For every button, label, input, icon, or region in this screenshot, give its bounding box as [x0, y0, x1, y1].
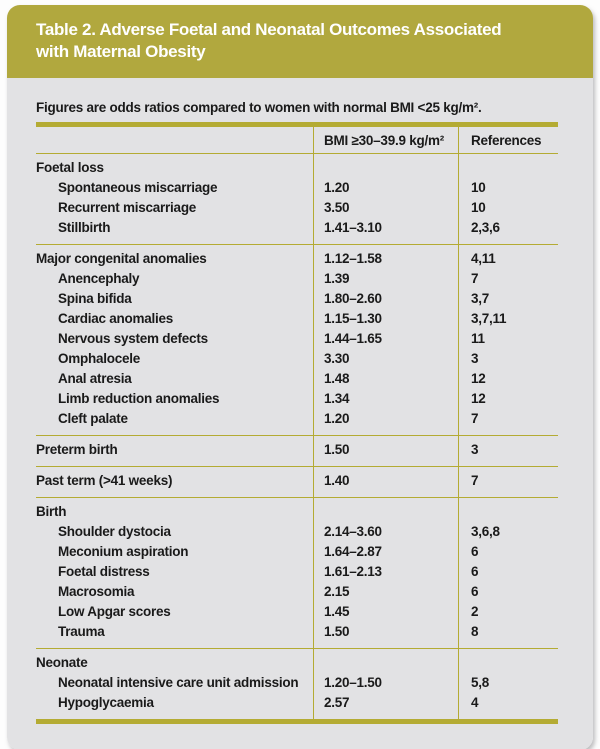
table-row	[36, 542, 558, 562]
row-outcome-label: Low Apgar scores	[58, 604, 171, 619]
row-outcome-label: Shoulder dystocia	[58, 524, 171, 539]
table-grid	[36, 127, 558, 719]
row-odds-ratio: 1.39	[324, 271, 350, 286]
table-panel	[7, 78, 593, 749]
row-references: 10	[471, 200, 486, 215]
table-header-row	[36, 127, 558, 154]
table-row	[36, 369, 558, 389]
table-row	[36, 269, 558, 289]
row-references: 6	[471, 584, 479, 599]
row-odds-ratio: 3.50	[324, 200, 350, 215]
table-row	[36, 582, 558, 602]
table-section	[36, 497, 558, 648]
row-outcome-label: Macrosomia	[58, 584, 135, 599]
row-references	[458, 158, 558, 178]
row-references: 6	[471, 544, 479, 559]
row-outcome-label: Birth	[36, 504, 67, 519]
row-references: 3,7,11	[471, 311, 507, 326]
table-title-line1: Table 2. Adverse Foetal and Neonatal Outcomes Associated	[36, 20, 502, 39]
row-outcome-label: Spina bifida	[58, 291, 132, 306]
row-odds-ratio: 1.50	[324, 624, 350, 639]
table-title	[36, 19, 563, 63]
column-header-outcome	[36, 127, 313, 153]
row-references: 5,8	[471, 675, 490, 690]
row-odds-ratio: 1.80–2.60	[324, 291, 382, 306]
row-odds-ratio: 2.14–3.60	[324, 524, 382, 539]
row-odds-ratio: 1.45	[324, 604, 350, 619]
row-outcome-label: Trauma	[58, 624, 105, 639]
table-subtitle: Figures are odds ratios compared to women with normal BMI <25 kg/m².	[36, 100, 482, 115]
row-outcome-label: Limb reduction anomalies	[58, 391, 220, 406]
row-references: 11	[471, 331, 485, 346]
row-odds-ratio: 1.61–2.13	[324, 564, 382, 579]
row-outcome-label: Major congenital anomalies	[36, 251, 207, 266]
row-references: 3	[471, 351, 479, 366]
row-references: 7	[471, 473, 479, 488]
row-references: 6	[471, 564, 479, 579]
row-outcome-label: Anencephaly	[58, 271, 140, 286]
row-odds-ratio	[313, 653, 458, 673]
row-outcome-label: Hypoglycaemia	[58, 695, 154, 710]
table-row	[36, 522, 558, 542]
column-divider-1	[313, 127, 314, 719]
table-row	[36, 158, 558, 178]
table-section	[36, 244, 558, 435]
row-odds-ratio: 1.12–1.58	[324, 251, 382, 266]
row-outcome-label: Foetal loss	[36, 160, 104, 175]
row-references	[458, 653, 558, 673]
row-outcome-label: Cardiac anomalies	[58, 311, 174, 326]
row-odds-ratio: 1.20	[324, 180, 350, 195]
row-odds-ratio: 1.20	[324, 411, 350, 426]
row-odds-ratio: 1.40	[324, 473, 350, 488]
table-row	[36, 198, 558, 218]
row-references: 12	[471, 371, 486, 386]
row-odds-ratio: 1.64–2.87	[324, 544, 382, 559]
table-row	[36, 289, 558, 309]
table-row	[36, 653, 558, 673]
row-outcome-label: Neonate	[36, 655, 88, 670]
row-references: 12	[471, 391, 486, 406]
row-references: 8	[471, 624, 479, 639]
row-references	[458, 502, 558, 522]
row-odds-ratio: 2.57	[324, 695, 350, 710]
row-references: 4,11	[471, 251, 496, 266]
row-references: 7	[471, 271, 479, 286]
table-row	[36, 502, 558, 522]
data-table	[36, 122, 558, 724]
column-header-references: References	[471, 133, 542, 148]
table-card	[7, 5, 593, 749]
row-odds-ratio: 3.30	[324, 351, 350, 366]
row-outcome-label: Neonatal intensive care unit admission	[58, 675, 299, 690]
row-outcome-label: Meconium aspiration	[58, 544, 189, 559]
row-odds-ratio: 1.44–1.65	[324, 331, 382, 346]
row-outcome-label: Stillbirth	[58, 220, 111, 235]
table-section	[36, 435, 558, 466]
table-bottom-rule	[36, 719, 558, 724]
table-row	[36, 562, 558, 582]
row-odds-ratio: 1.34	[324, 391, 350, 406]
table-row	[36, 249, 558, 269]
table-row	[36, 349, 558, 369]
row-odds-ratio: 1.50	[324, 442, 350, 457]
column-header-bmi: BMI ≥30–39.9 kg/m²	[324, 133, 444, 148]
table-row	[36, 309, 558, 329]
row-references: 10	[471, 180, 486, 195]
table-title-line2: with Maternal Obesity	[36, 42, 206, 61]
row-odds-ratio: 1.41–3.10	[324, 220, 382, 235]
row-references: 3,6,8	[471, 524, 500, 539]
row-odds-ratio: 2.15	[324, 584, 350, 599]
table-section	[36, 466, 558, 497]
table-row	[36, 440, 558, 460]
row-references: 2,3,6	[471, 220, 500, 235]
row-outcome-label: Recurrent miscarriage	[58, 200, 197, 215]
table-row	[36, 602, 558, 622]
row-references: 2	[471, 604, 479, 619]
table-row	[36, 389, 558, 409]
table-row	[36, 329, 558, 349]
row-outcome-label: Anal atresia	[58, 371, 132, 386]
table-row	[36, 471, 558, 491]
row-references: 7	[471, 411, 479, 426]
table-row	[36, 409, 558, 429]
row-outcome-label: Past term (>41 weeks)	[36, 473, 173, 488]
table-row	[36, 178, 558, 198]
row-outcome-label: Nervous system defects	[58, 331, 208, 346]
table-row	[36, 218, 558, 238]
row-references: 4	[471, 695, 479, 710]
row-outcome-label: Omphalocele	[58, 351, 141, 366]
table-title-bar	[7, 5, 593, 78]
row-odds-ratio	[313, 502, 458, 522]
table-section	[36, 648, 558, 719]
table-section	[36, 154, 558, 244]
table-row	[36, 622, 558, 642]
table-row	[36, 693, 558, 713]
table-row	[36, 673, 558, 693]
row-references: 3,7	[471, 291, 490, 306]
table-sections	[36, 154, 558, 719]
row-outcome-label: Foetal distress	[58, 564, 150, 579]
row-odds-ratio	[313, 158, 458, 178]
row-outcome-label: Preterm birth	[36, 442, 118, 457]
row-references: 3	[471, 442, 479, 457]
row-outcome-label: Spontaneous miscarriage	[58, 180, 218, 195]
row-odds-ratio: 1.20–1.50	[324, 675, 382, 690]
row-odds-ratio: 1.48	[324, 371, 350, 386]
column-divider-2	[458, 127, 459, 719]
row-odds-ratio: 1.15–1.30	[324, 311, 382, 326]
row-outcome-label: Cleft palate	[58, 411, 128, 426]
